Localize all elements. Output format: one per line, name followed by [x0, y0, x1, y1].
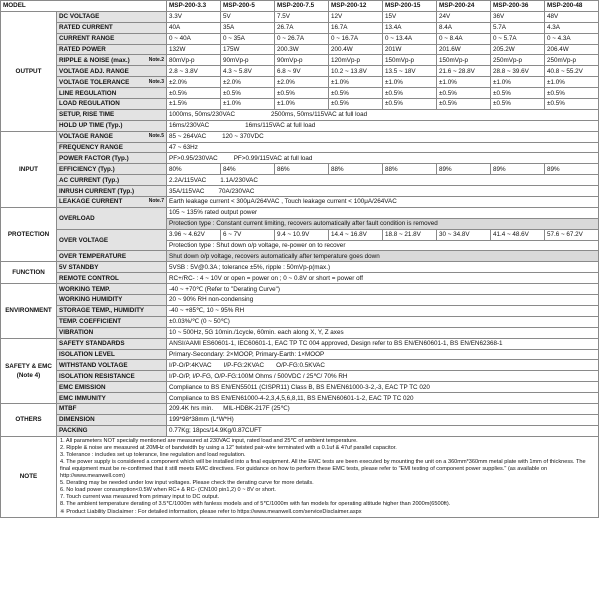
cell: ±0.5%: [221, 88, 275, 99]
note-ref: Note.2: [148, 56, 164, 63]
cell: 16.7A: [329, 22, 383, 33]
row-label: AC CURRENT (Typ.): [57, 175, 167, 186]
row-label: RATED CURRENT: [57, 22, 167, 33]
cell: ±0.5%: [329, 99, 383, 110]
row-label: STORAGE TEMP., HUMIDITY: [57, 305, 167, 316]
load-regulation-row: [1, 99, 599, 110]
cell: ±2.0%: [275, 77, 329, 88]
merged-cell: 20 ~ 90% RH non-condensing: [167, 295, 599, 306]
cell: ±0.5%: [329, 88, 383, 99]
rated-power-row: [1, 44, 599, 55]
model-header-row: [1, 1, 599, 12]
merged-cell: -40 ~ +70℃ (Refer to "Derating Curve"): [167, 284, 599, 295]
cell: 14.4 ~ 16.8V: [329, 229, 383, 240]
cell: ±0.5%: [545, 99, 599, 110]
merged-cell: ±0.03%/℃ (0 ~ 50℃): [167, 316, 599, 327]
cell: 201.6W: [437, 44, 491, 55]
note-line: ※ Product Liability Disclaimer : For detailed information, please refer to https://www.meanwell.com/serviceDisclaimer.aspx: [60, 508, 362, 515]
remote-control-row: [1, 273, 599, 284]
cell: 6.8 ~ 9V: [275, 66, 329, 77]
cell: 200.4W: [329, 44, 383, 55]
value-text: PF>0.95/230VAC: [169, 154, 218, 162]
hold-up-row: [1, 120, 599, 131]
cell: 41.4 ~ 48.6V: [491, 229, 545, 240]
cell: 10.2 ~ 13.8V: [329, 66, 383, 77]
cell: 0 ~ 26.7A: [275, 33, 329, 44]
value-text: 2.2A/115VAC: [169, 176, 207, 184]
row-label: OVERLOAD: [57, 207, 167, 229]
merged-cell: Primary-Secondary: 2×MOOP, Primary-Earth: 1×MOOP: [167, 349, 599, 360]
merged-cell: ANSI/AAMI ES60601-1, IEC60601-1, EAC TP TC 004 approved, Design refer to BS EN/EN60601-1, BS EN/EN62368-1: [167, 338, 599, 349]
note-line: 1. All parameters NOT specially mentioned are measured at 230VAC input, rated load and 25℃ of ambient temperature.: [60, 437, 358, 444]
value-text: MIL-HDBK-217F (25℃): [223, 405, 290, 413]
row-label: REMOTE CONTROL: [57, 273, 167, 284]
row-label: OVER TEMPERATURE: [57, 251, 167, 262]
merged-cell: I/P-O/P, I/P-FG, O/P-FG:100M Ohms / 500VDC / 25℃/ 70% RH: [167, 371, 599, 382]
merged-cell: 47 ~ 63Hz: [167, 142, 599, 153]
cell: 0 ~ 8.4A: [437, 33, 491, 44]
row-label: [57, 77, 167, 88]
section-others: OTHERS: [1, 403, 57, 436]
cell: 35A: [221, 22, 275, 33]
row-label: PACKING: [57, 425, 167, 436]
note-line: 6. No load power consumption<0.5W when RC+ & RC- (CN100 pin1,2) 0 ~ 8V or short.: [60, 487, 276, 494]
value-text: PF>0.99/115VAC at full load: [233, 154, 313, 162]
cell: 89%: [491, 164, 545, 175]
row-label: SAFETY STANDARDS: [57, 338, 167, 349]
emc-emission-row: [1, 382, 599, 393]
row-label: FREQUENCY RANGE: [57, 142, 167, 153]
cell: 120mVp-p: [329, 55, 383, 66]
cell: 13.5 ~ 18V: [383, 66, 437, 77]
storage-row: [1, 305, 599, 316]
cell: 150mVp-p: [383, 55, 437, 66]
cell: ±0.5%: [167, 88, 221, 99]
cell: 201W: [383, 44, 437, 55]
section-input: INPUT: [1, 131, 57, 207]
row-label: OVER VOLTAGE: [57, 229, 167, 251]
row-label: WORKING HUMIDITY: [57, 295, 167, 306]
note-line: 7. Touch current was measured from primary input to DC output.: [60, 494, 220, 501]
value-text: 2500ms, 50ms/115VAC at full load: [271, 111, 368, 119]
leakage-current-row: [1, 197, 599, 208]
cell: 88%: [383, 164, 437, 175]
row-label: LINE REGULATION: [57, 88, 167, 99]
cell: 40.8 ~ 55.2V: [545, 66, 599, 77]
label-text: RIPPLE & NOISE (max.): [59, 56, 130, 64]
cell: ±2.0%: [167, 77, 221, 88]
row-label: EMC EMISSION: [57, 382, 167, 393]
cell: 6 ~ 7V: [221, 229, 275, 240]
cell: 90mVp-p: [275, 55, 329, 66]
cell: ±0.5%: [491, 99, 545, 110]
row-label: VIBRATION: [57, 327, 167, 338]
merged-cell: [167, 186, 599, 197]
label-text: VOLTAGE RANGE: [59, 133, 113, 141]
note-line: 4. The power supply is considered a component which will be installed into a final equipment. All the EMC tests are been executed by mounting the unit on a 360mm*360mm metal plate with 1mm of thickness. The final equipment must be re-confirmed that it still meets EMC directives. For guidance on how to perform these EMC tests, please refer to "EMI testing of component power supplies." (as available on http://www.meanwell.com): [60, 458, 586, 480]
cell: 5V: [221, 11, 275, 22]
cell: 3.3V: [167, 11, 221, 22]
value-text: 70A/230VAC: [218, 187, 255, 195]
rated-current-row: [1, 22, 599, 33]
cell: ±1.0%: [545, 77, 599, 88]
ripple-noise-row: [1, 55, 599, 66]
notes-row: [1, 436, 599, 517]
value-text: 35A/115VAC: [169, 187, 205, 195]
ac-current-row: [1, 175, 599, 186]
emc-immunity-row: [1, 393, 599, 404]
merged-cell: Compliance to BS EN/EN55011 (CISPR11) Class B, BS EN/EN61000-3-2,-3, EAC TP TC 020: [167, 382, 599, 393]
cell: ±1.0%: [383, 77, 437, 88]
cell: 88%: [329, 164, 383, 175]
cell: ±0.5%: [275, 88, 329, 99]
power-factor-row: [1, 153, 599, 164]
frequency-range-row: [1, 142, 599, 153]
withstand-row: [1, 360, 599, 371]
temp-coeff-row: [1, 316, 599, 327]
merged-cell: [167, 360, 599, 371]
model-name: MSP-200-5: [221, 1, 275, 12]
cell: 0 ~ 35A: [221, 33, 275, 44]
merged-cell: 10 ~ 500Hz, 5G 10min./1cycle, 60min. each along X, Y, Z axes: [167, 327, 599, 338]
efficiency-row: [1, 164, 599, 175]
cell: 250mVp-p: [491, 55, 545, 66]
cell: ±2.0%: [221, 77, 275, 88]
line-regulation-row: [1, 88, 599, 99]
merged-cell: [167, 120, 599, 131]
note-line: 5. Derating may be needed under low input voltages. Please check the derating curve for more details.: [60, 480, 314, 487]
section-note: (Note 4): [16, 371, 41, 379]
cell: 12V: [329, 11, 383, 22]
cell: 40A: [167, 22, 221, 33]
row-label: CURRENT RANGE: [57, 33, 167, 44]
row-label: [57, 131, 167, 142]
cell: 21.6 ~ 28.8V: [437, 66, 491, 77]
cell: ±0.5%: [437, 99, 491, 110]
row-label: MTBF: [57, 403, 167, 414]
merged-cell: Compliance to BS EN/EN61000-4-2,3,4,5,6,8,11, BS EN/EN60601-1-2, EAC TP TC 020: [167, 393, 599, 404]
merged-cell: Protection type : Constant current limiting, recovers automatically after fault condition is removed: [167, 218, 599, 229]
note-line: 2. Ripple & noise are measured at 20MHz of bandwidth by using a 12" twisted pair-wire terminated with a 0.1uf & 47uf parallel capacitor.: [60, 444, 397, 451]
cell: 0 ~ 5.7A: [491, 33, 545, 44]
model-name: MSP-200-3.3: [167, 1, 221, 12]
cell: 15V: [383, 11, 437, 22]
cell: 4.3A: [545, 22, 599, 33]
section-note: NOTE: [1, 436, 57, 517]
row-label: EFFICIENCY (Typ.): [57, 164, 167, 175]
merged-cell: 5VSB : 5V@0.3A ; tolerance ±5%, ripple : 50mVp-p(max.): [167, 262, 599, 273]
merged-cell: 199*98*38mm (L*W*H): [167, 414, 599, 425]
isolation-level-row: [1, 349, 599, 360]
vibration-row: [1, 327, 599, 338]
merged-cell: -40 ~ +85℃, 10 ~ 95% RH: [167, 305, 599, 316]
row-label: DIMENSION: [57, 414, 167, 425]
cell: 3.96 ~ 4.62V: [167, 229, 221, 240]
section-function: FUNCTION: [1, 262, 57, 284]
packing-row: [1, 425, 599, 436]
row-label: WORKING TEMP.: [57, 284, 167, 295]
value-text: 1000ms, 50ms/230VAC: [169, 111, 236, 119]
over-temperature-row: [1, 251, 599, 262]
model-name: MSP-200-36: [491, 1, 545, 12]
section-output: OUTPUT: [1, 11, 57, 131]
value-text: 85 ~ 264VAC: [169, 133, 207, 141]
row-label: TEMP. COEFFICIENT: [57, 316, 167, 327]
label-text: LEAKAGE CURRENT: [59, 198, 123, 206]
current-range-row: [1, 33, 599, 44]
note-line: 3. Tolerance : includes set up tolerance, line regulation and load regulation.: [60, 451, 246, 458]
model-name: MSP-200-7.5: [275, 1, 329, 12]
cell: 250mVp-p: [545, 55, 599, 66]
merged-cell: [167, 403, 599, 414]
cell: 0 ~ 13.4A: [383, 33, 437, 44]
inrush-current-row: [1, 186, 599, 197]
section-protection: PROTECTION: [1, 207, 57, 261]
row-label: DC VOLTAGE: [57, 11, 167, 22]
row-label: HOLD UP TIME (Typ.): [57, 120, 167, 131]
cell: 89%: [437, 164, 491, 175]
merged-cell: Earth leakage current < 300μA/264VAC , Touch leakage current < 100μA/264VAC: [167, 197, 599, 208]
working-humidity-row: [1, 295, 599, 306]
row-label: RATED POWER: [57, 44, 167, 55]
row-label: [57, 197, 167, 208]
value-text: O/P-FG:0.5KVAC: [276, 361, 325, 369]
cell: 86%: [275, 164, 329, 175]
cell: 132W: [167, 44, 221, 55]
row-label: 5V STANDBY: [57, 262, 167, 273]
model-label: MODEL: [1, 1, 167, 12]
input-voltage-row: [1, 131, 599, 142]
standby-row: [1, 262, 599, 273]
cell: ±1.0%: [491, 77, 545, 88]
cell: ±1.0%: [221, 99, 275, 110]
mtbf-row: [1, 403, 599, 414]
cell: 90mVp-p: [221, 55, 275, 66]
over-voltage-row: [1, 229, 599, 240]
cell: 8.4A: [437, 22, 491, 33]
cell: 26.7A: [275, 22, 329, 33]
cell: 0 ~ 16.7A: [329, 33, 383, 44]
value-text: I/P-O/P:4KVAC: [169, 361, 212, 369]
cell: 175W: [221, 44, 275, 55]
merged-cell: 105 ~ 135% rated output power: [167, 207, 599, 218]
row-label: LOAD REGULATION: [57, 99, 167, 110]
value-text: 16ms/230VAC: [169, 122, 210, 130]
cell: 36V: [491, 11, 545, 22]
voltage-tolerance-row: [1, 77, 599, 88]
note-ref: Note.3: [148, 78, 164, 85]
cell: 18.8 ~ 21.8V: [383, 229, 437, 240]
note-line: 8. The ambient temperature derating of 3.5℃/1000m with fanless models and of 5℃/1000m with fan models for operating altitude higher than 2000m(6500ft).: [60, 501, 451, 508]
row-label: ISOLATION RESISTANCE: [57, 371, 167, 382]
cell: ±1.0%: [275, 99, 329, 110]
cell: 80mVp-p: [167, 55, 221, 66]
model-name: MSP-200-15: [383, 1, 437, 12]
cell: 80%: [167, 164, 221, 175]
cell: 4.3 ~ 5.8V: [221, 66, 275, 77]
merged-cell: 0.77Kg; 18pcs/14.9Kg/0.87CUFT: [167, 425, 599, 436]
cell: 205.2W: [491, 44, 545, 55]
cell: 28.8 ~ 39.6V: [491, 66, 545, 77]
cell: ±1.0%: [437, 77, 491, 88]
cell: ±0.5%: [383, 88, 437, 99]
cell: ±1.0%: [329, 77, 383, 88]
cell: 84%: [221, 164, 275, 175]
cell: ±0.5%: [383, 99, 437, 110]
merged-cell: RC+/RC- : 4 ~ 10V or open = power on ; 0 ~ 0.8V or short = power off: [167, 273, 599, 284]
cell: 150mVp-p: [437, 55, 491, 66]
dc-voltage-row: [1, 11, 599, 22]
merged-cell: [167, 175, 599, 186]
row-label: [57, 55, 167, 66]
cell: 0 ~ 4.3A: [545, 33, 599, 44]
dimension-row: [1, 414, 599, 425]
value-text: 120 ~ 370VDC: [222, 133, 264, 141]
isolation-resistance-row: [1, 371, 599, 382]
working-temp-row: [1, 284, 599, 295]
cell: 13.4A: [383, 22, 437, 33]
section-safety: [1, 338, 57, 403]
cell: 5.7A: [491, 22, 545, 33]
row-label: VOLTAGE ADJ. RANGE: [57, 66, 167, 77]
row-label: POWER FACTOR (Typ.): [57, 153, 167, 164]
overload-row: [1, 207, 599, 218]
row-label: EMC IMMUNITY: [57, 393, 167, 404]
merged-cell: Protection type : Shut down o/p voltage, re-power on to recover: [167, 240, 599, 251]
value-text: I/P-FG:2KVAC: [223, 361, 265, 369]
section-title: SAFETY & EMC: [5, 362, 52, 370]
note-ref: Note.7: [148, 198, 164, 205]
model-name: MSP-200-24: [437, 1, 491, 12]
cell: 89%: [545, 164, 599, 175]
notes-cell: [57, 436, 599, 517]
model-name: MSP-200-12: [329, 1, 383, 12]
voltage-adj-row: [1, 66, 599, 77]
merged-cell: [167, 153, 599, 164]
row-label: SETUP, RISE TIME: [57, 109, 167, 120]
value-text: 209.4K hrs min.: [169, 405, 214, 413]
cell: 48V: [545, 11, 599, 22]
note-ref: Note.5: [148, 133, 164, 140]
value-text: 1.1A/230VAC: [220, 176, 258, 184]
merged-cell: [167, 109, 599, 120]
label-text: VOLTAGE TOLERANCE: [59, 78, 130, 86]
cell: 0 ~ 40A: [167, 33, 221, 44]
row-label: INRUSH CURRENT (Typ.): [57, 186, 167, 197]
cell: 7.5V: [275, 11, 329, 22]
value-text: 16ms/115VAC at full load: [245, 122, 316, 130]
cell: ±1.5%: [167, 99, 221, 110]
cell: ±0.5%: [545, 88, 599, 99]
cell: 2.8 ~ 3.8V: [167, 66, 221, 77]
merged-cell: Shut down o/p voltage, recovers automatically after temperature goes down: [167, 251, 599, 262]
merged-cell: [167, 131, 599, 142]
cell: 9.4 ~ 10.9V: [275, 229, 329, 240]
cell: 24V: [437, 11, 491, 22]
model-name: MSP-200-48: [545, 1, 599, 12]
row-label: ISOLATION LEVEL: [57, 349, 167, 360]
safety-standards-row: [1, 338, 599, 349]
cell: ±0.5%: [437, 88, 491, 99]
setup-rise-row: [1, 109, 599, 120]
cell: 200.3W: [275, 44, 329, 55]
cell: 206.4W: [545, 44, 599, 55]
cell: 30 ~ 34.8V: [437, 229, 491, 240]
section-environment: ENVIRONMENT: [1, 284, 57, 338]
cell: ±0.5%: [491, 88, 545, 99]
cell: 57.6 ~ 67.2V: [545, 229, 599, 240]
row-label: WITHSTAND VOLTAGE: [57, 360, 167, 371]
